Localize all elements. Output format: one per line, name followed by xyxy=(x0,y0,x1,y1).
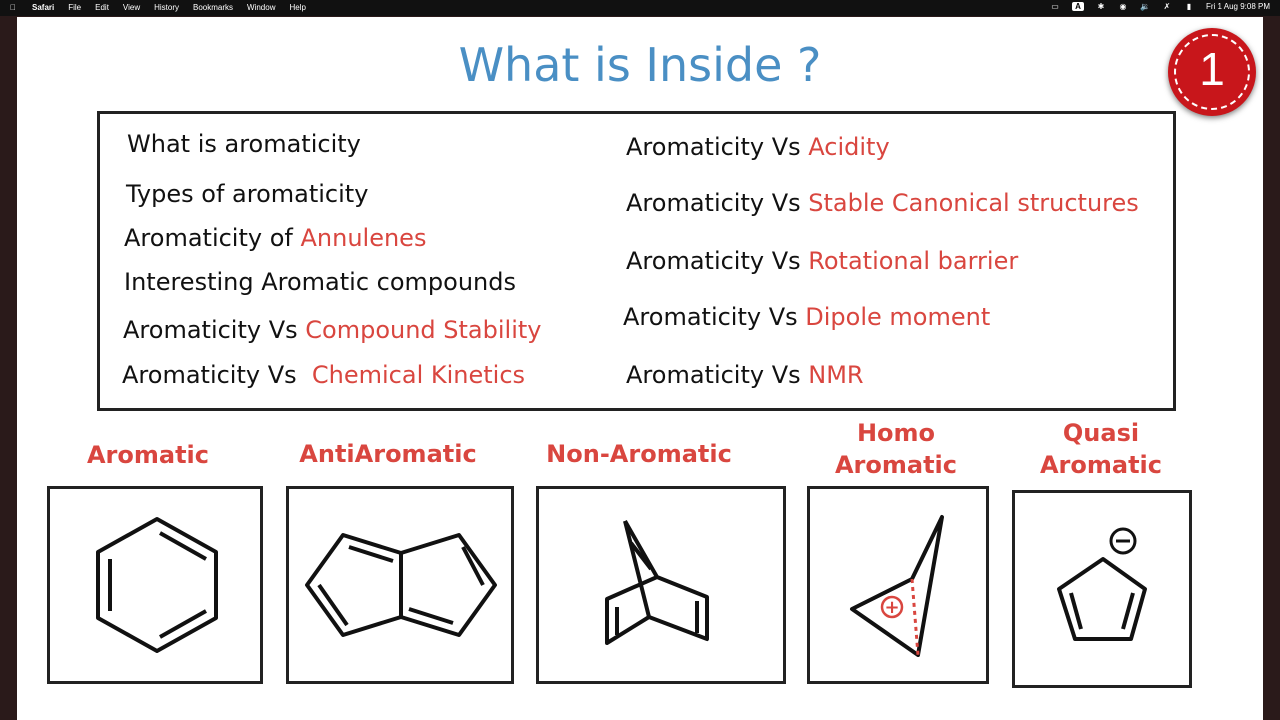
menu-window[interactable]: Window xyxy=(247,3,276,12)
label-non-aromatic: Non-Aromatic xyxy=(546,440,732,468)
norbornadiene-structure xyxy=(539,489,783,681)
menu-bar xyxy=(0,0,1280,16)
toc-item: Aromaticity of Annulenes xyxy=(124,224,427,252)
homoaromatic-structure xyxy=(810,489,986,681)
cyclopentadienyl-structure xyxy=(1015,493,1189,685)
menu-view[interactable]: View xyxy=(122,3,141,12)
toc-item: Types of aromaticity xyxy=(126,180,369,208)
toc-item: Aromaticity Vs Rotational barrier xyxy=(626,247,1019,275)
cyclopentadienyl-structure-box xyxy=(1012,490,1192,688)
menu-edit[interactable]: Edit xyxy=(95,3,109,12)
toc-item: Aromaticity Vs Compound Stability xyxy=(123,316,542,344)
label-homo-aromatic: Homo Aromatic xyxy=(834,419,958,479)
toc-item: What is aromaticity xyxy=(127,130,361,158)
apple-icon[interactable] xyxy=(8,3,18,12)
bluetooth-icon[interactable]: ✱ xyxy=(1097,2,1105,11)
input-source-icon[interactable]: A xyxy=(1072,2,1084,11)
battery-icon[interactable]: ▮ xyxy=(1186,2,1192,11)
label-antiaromatic: AntiAromatic xyxy=(299,440,477,468)
menu-help[interactable]: Help xyxy=(289,3,306,12)
benzene-structure-box xyxy=(47,486,263,684)
pentalene-structure-box xyxy=(286,486,514,684)
label-aromatic: Aromatic xyxy=(86,441,210,469)
svg-text:+: + xyxy=(884,597,900,618)
label-quasi-aromatic: Quasi Aromatic xyxy=(1039,419,1163,479)
toc-item: Aromaticity Vs Acidity xyxy=(626,133,890,161)
app-menu[interactable]: Safari xyxy=(32,3,55,12)
wifi-off-icon[interactable]: ✗ xyxy=(1163,2,1171,11)
toc-item: Aromaticity Vs NMR xyxy=(626,361,864,389)
norbornadiene-structure-box xyxy=(536,486,786,684)
episode-badge xyxy=(1168,28,1256,116)
screen-mirroring-icon[interactable]: ▭ xyxy=(1051,2,1059,11)
menubar-clock[interactable]: Fri 1 Aug 9:08 PM xyxy=(1205,2,1270,11)
menu-bookmarks[interactable]: Bookmarks xyxy=(193,3,234,12)
page-title: What is Inside ? xyxy=(458,38,822,92)
menu-history[interactable]: History xyxy=(154,3,180,12)
play-icon[interactable]: ◉ xyxy=(1119,2,1127,11)
toc-item: Aromaticity Vs Dipole moment xyxy=(623,303,991,331)
benzene-structure xyxy=(50,489,260,681)
badge-number: 1 xyxy=(1199,43,1225,95)
volume-icon[interactable]: 🔉 xyxy=(1139,2,1150,11)
toc-item: Interesting Aromatic compounds xyxy=(124,268,516,296)
toc-item: Aromaticity Vs Chemical Kinetics xyxy=(122,361,526,389)
homoaromatic-structure-box xyxy=(807,486,989,684)
toc-item: Aromaticity Vs Stable Canonical structures xyxy=(626,189,1139,217)
menu-file[interactable]: File xyxy=(68,3,82,12)
pentalene-structure xyxy=(289,489,511,681)
